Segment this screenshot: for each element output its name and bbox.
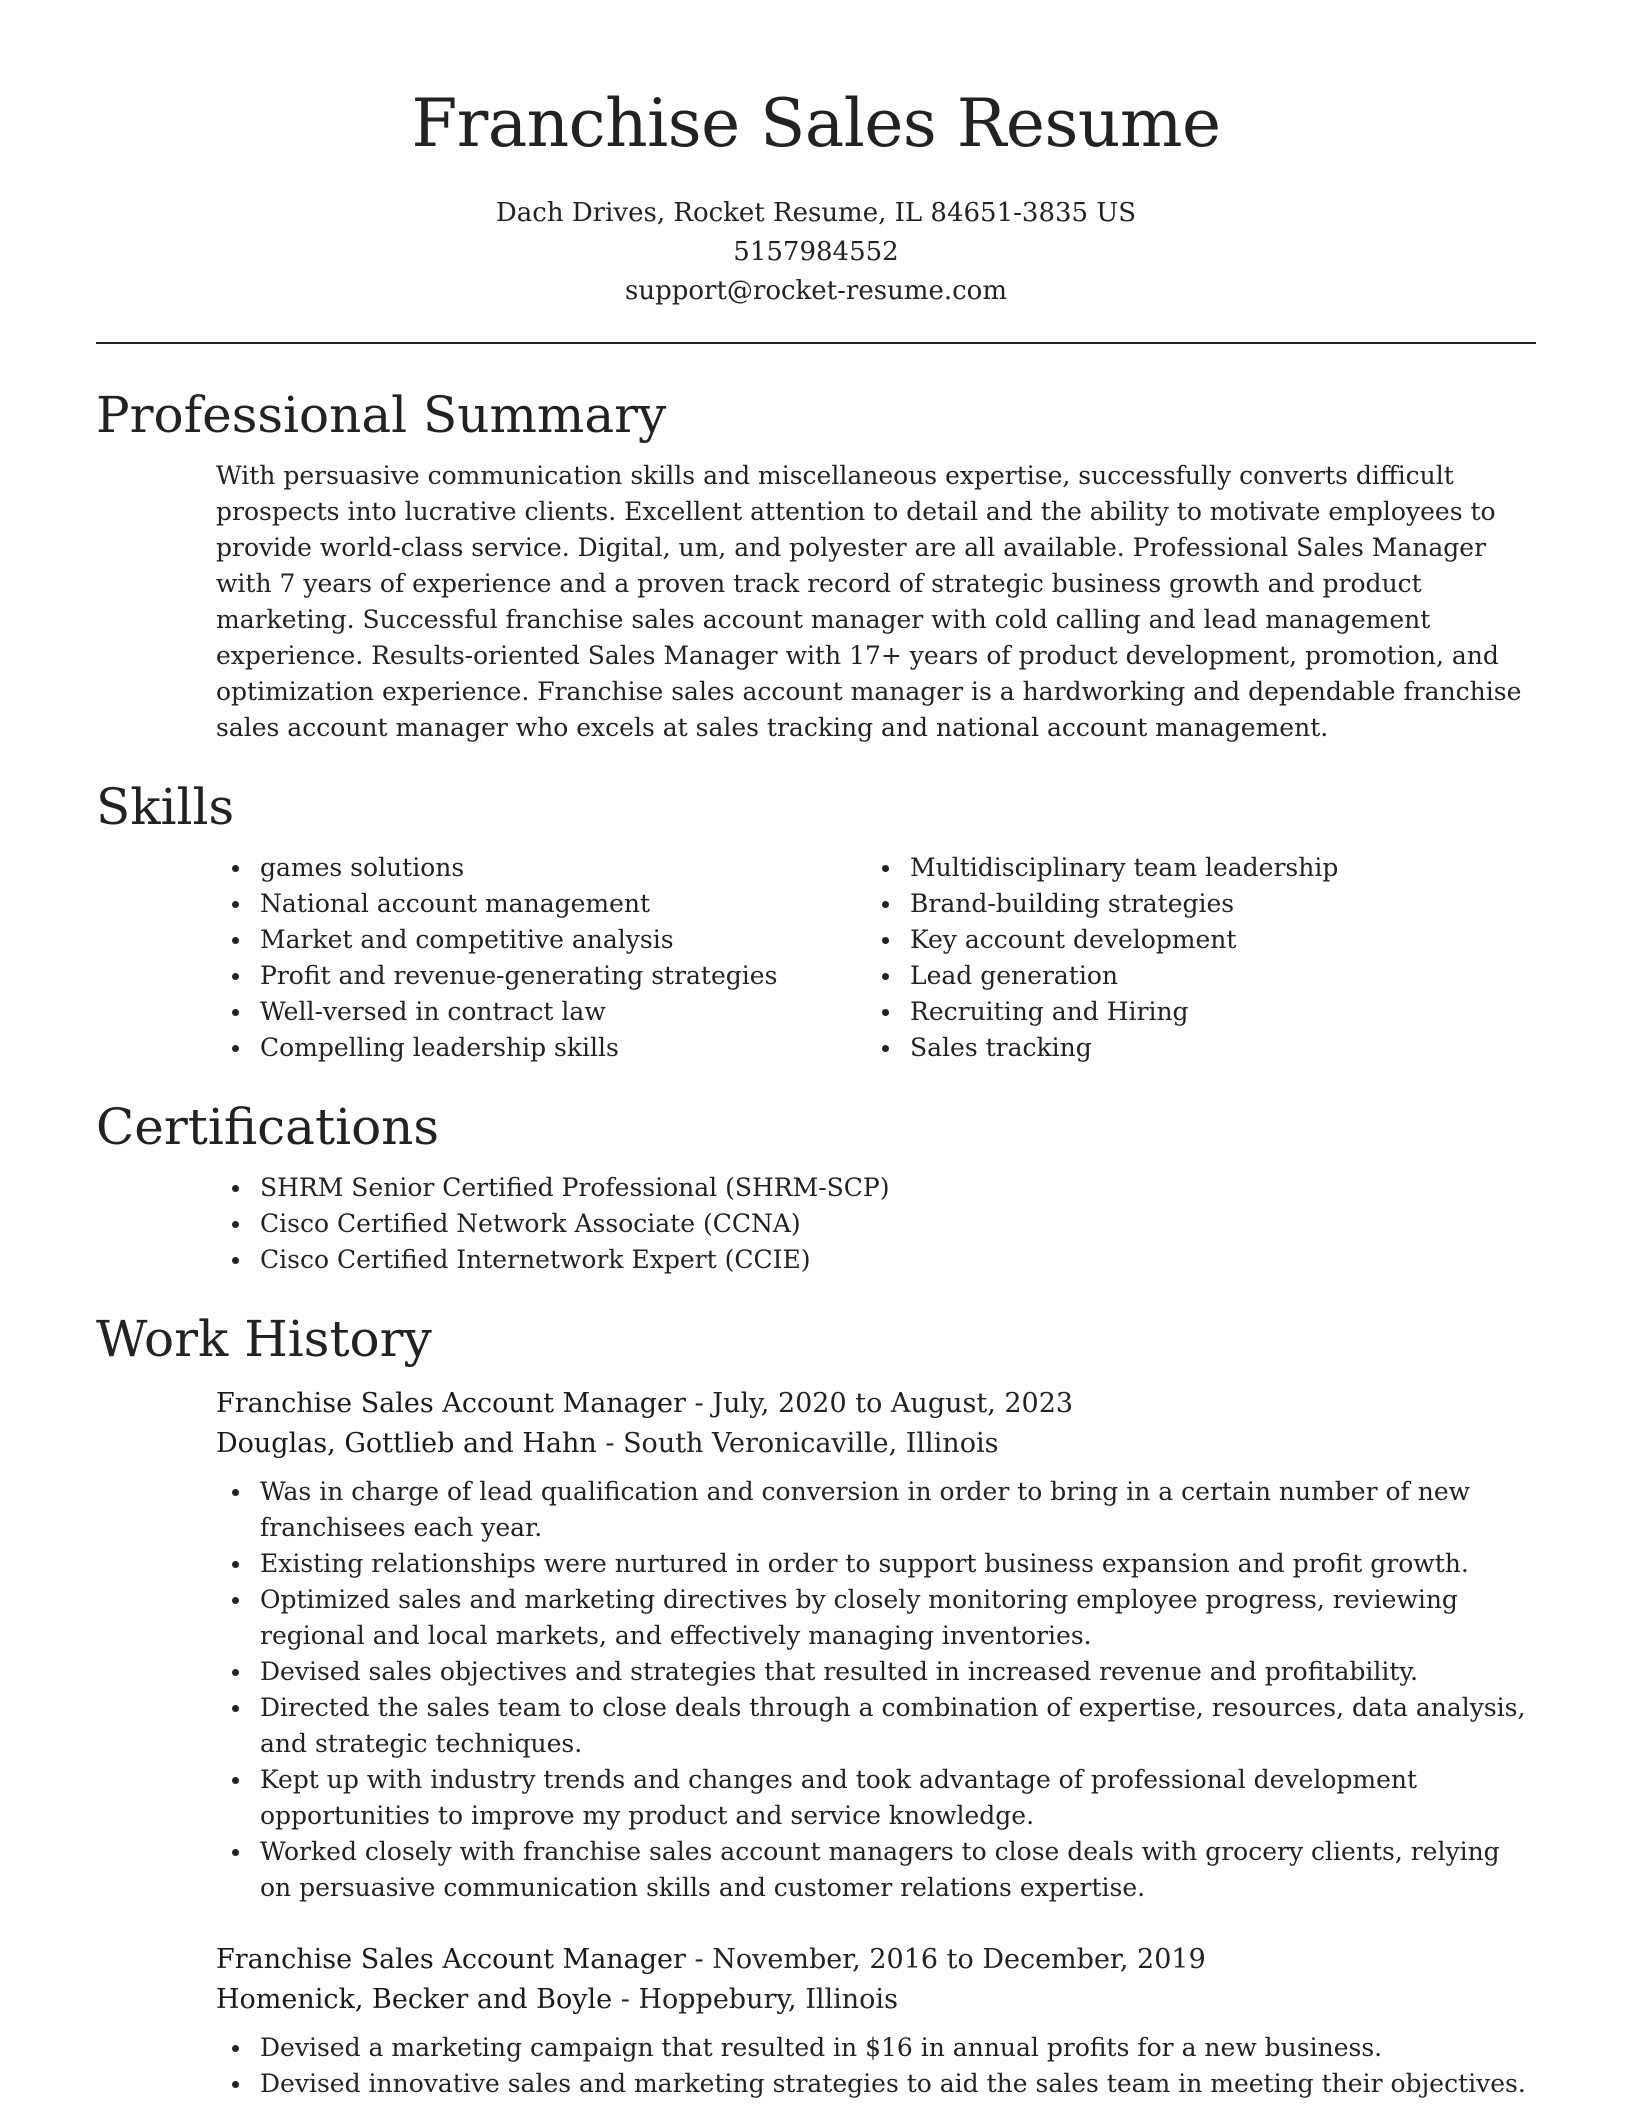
certifications-heading: Certifications xyxy=(96,1098,440,1156)
job-dates: July, 2020 to August, 2023 xyxy=(712,1388,1074,1419)
job-separator: - xyxy=(694,1388,713,1419)
work-history-section xyxy=(96,1304,1536,2102)
skill-item: games solutions xyxy=(216,850,866,886)
resume-header xyxy=(0,84,1632,311)
contact-info xyxy=(0,194,1632,311)
job-company-line xyxy=(216,1980,1536,2020)
skill-item: Key account development xyxy=(866,922,1516,958)
job-duty-item: Directed the sales team to close deals through a combination of expertise, resources, data analysis, and strategic techniques. xyxy=(216,1690,1536,1762)
job-duty-item: Worked closely with franchise sales account managers to close deals with grocery clients, relying on persuasive communication skills and customer relations expertise. xyxy=(216,1834,1536,1906)
job-role: Franchise Sales Account Manager xyxy=(216,1388,686,1419)
job-duty-item: Existing relationships were nurtured in order to support business expansion and profit growth. xyxy=(216,1546,1536,1582)
certifications-list xyxy=(216,1170,1536,1278)
job-duty-item: Devised innovative sales and marketing strategies to aid the sales team in meeting their objectives. xyxy=(216,2066,1536,2102)
job-entry xyxy=(216,1384,1536,1906)
skill-item: Compelling leadership skills xyxy=(216,1030,866,1066)
skill-item: Profit and revenue-generating strategies xyxy=(216,958,866,994)
skill-item: Lead generation xyxy=(866,958,1516,994)
job-duties-list xyxy=(216,2030,1536,2102)
contact-phone: 5157984552 xyxy=(733,237,899,267)
summary-section xyxy=(96,380,1536,746)
job-separator: - xyxy=(620,1984,639,2015)
job-title-line xyxy=(216,1384,1536,1424)
certification-item: Cisco Certified Network Associate (CCNA) xyxy=(216,1206,1536,1242)
skill-item: Sales tracking xyxy=(866,1030,1516,1066)
job-company: Homenick, Becker and Boyle xyxy=(216,1984,613,2015)
skill-item: Recruiting and Hiring xyxy=(866,994,1516,1030)
skill-item: Multidisciplinary team leadership xyxy=(866,850,1516,886)
skill-item: Market and competitive analysis xyxy=(216,922,866,958)
skills-section xyxy=(96,772,1536,1066)
job-duty-item: Devised sales objectives and strategies that resulted in increased revenue and profitability. xyxy=(216,1654,1536,1690)
skill-item: National account management xyxy=(216,886,866,922)
resume-body xyxy=(96,380,1536,2102)
job-title-line xyxy=(216,1940,1536,1980)
summary-text: With persuasive communication skills and miscellaneous expertise, successfully converts difficult prospects into lucrative clients. Excellent attention to detail and the ability to motivate employees to provide world-class service. Digital, um, and polyester are all available. Professional Sales Manager with 7 years of experience and a proven track record of strategic business growth and product marketing. Successful franchise sales account manager with cold calling and lead management experience. Results-oriented Sales Manager with 17+ years of product development, promotion, and optimization experience. Franchise sales account manager is a hardworking and dependable franchise sales account manager who excels at sales tracking and national account management. xyxy=(216,461,1522,742)
contact-email: support@rocket-resume.com xyxy=(624,276,1007,306)
job-location: Hoppebury, Illinois xyxy=(638,1984,898,2015)
job-duty-item: Was in charge of lead qualification and conversion in order to bring in a certain number of new franchisees each year. xyxy=(216,1474,1536,1546)
job-entry xyxy=(216,1940,1536,2102)
skill-item: Well-versed in contract law xyxy=(216,994,866,1030)
skills-column-right xyxy=(866,850,1516,1066)
job-dates: November, 2016 to December, 2019 xyxy=(712,1944,1206,1975)
certifications-section xyxy=(96,1092,1536,1278)
skill-item: Brand-building strategies xyxy=(866,886,1516,922)
certification-item: Cisco Certified Internetwork Expert (CCIE) xyxy=(216,1242,1536,1278)
job-company: Douglas, Gottlieb and Hahn xyxy=(216,1428,597,1459)
skills-column-left xyxy=(216,850,866,1066)
job-role: Franchise Sales Account Manager xyxy=(216,1944,686,1975)
summary-heading: Professional Summary xyxy=(96,386,667,444)
certification-item: SHRM Senior Certified Professional (SHRM-SCP) xyxy=(216,1170,1536,1206)
job-company-line xyxy=(216,1424,1536,1464)
job-location: South Veronicaville, Illinois xyxy=(623,1428,999,1459)
header-divider xyxy=(96,342,1536,344)
job-separator: - xyxy=(605,1428,624,1459)
contact-address: Dach Drives, Rocket Resume, IL 84651-3835 US xyxy=(495,198,1137,228)
job-duties-list xyxy=(216,1474,1536,1906)
job-duty-item: Devised a marketing campaign that resulted in $16 in annual profits for a new business. xyxy=(216,2030,1536,2066)
work-history-heading: Work History xyxy=(96,1310,432,1368)
job-separator: - xyxy=(694,1944,713,1975)
job-duty-item: Optimized sales and marketing directives by closely monitoring employee progress, reviewing regional and local markets, and effectively managing inventories. xyxy=(216,1582,1536,1654)
skills-heading: Skills xyxy=(96,778,235,836)
job-duty-item: Kept up with industry trends and changes and took advantage of professional development opportunities to improve my product and service knowledge. xyxy=(216,1762,1536,1834)
resume-title: Franchise Sales Resume xyxy=(411,85,1221,162)
skills-list xyxy=(216,850,1536,1066)
